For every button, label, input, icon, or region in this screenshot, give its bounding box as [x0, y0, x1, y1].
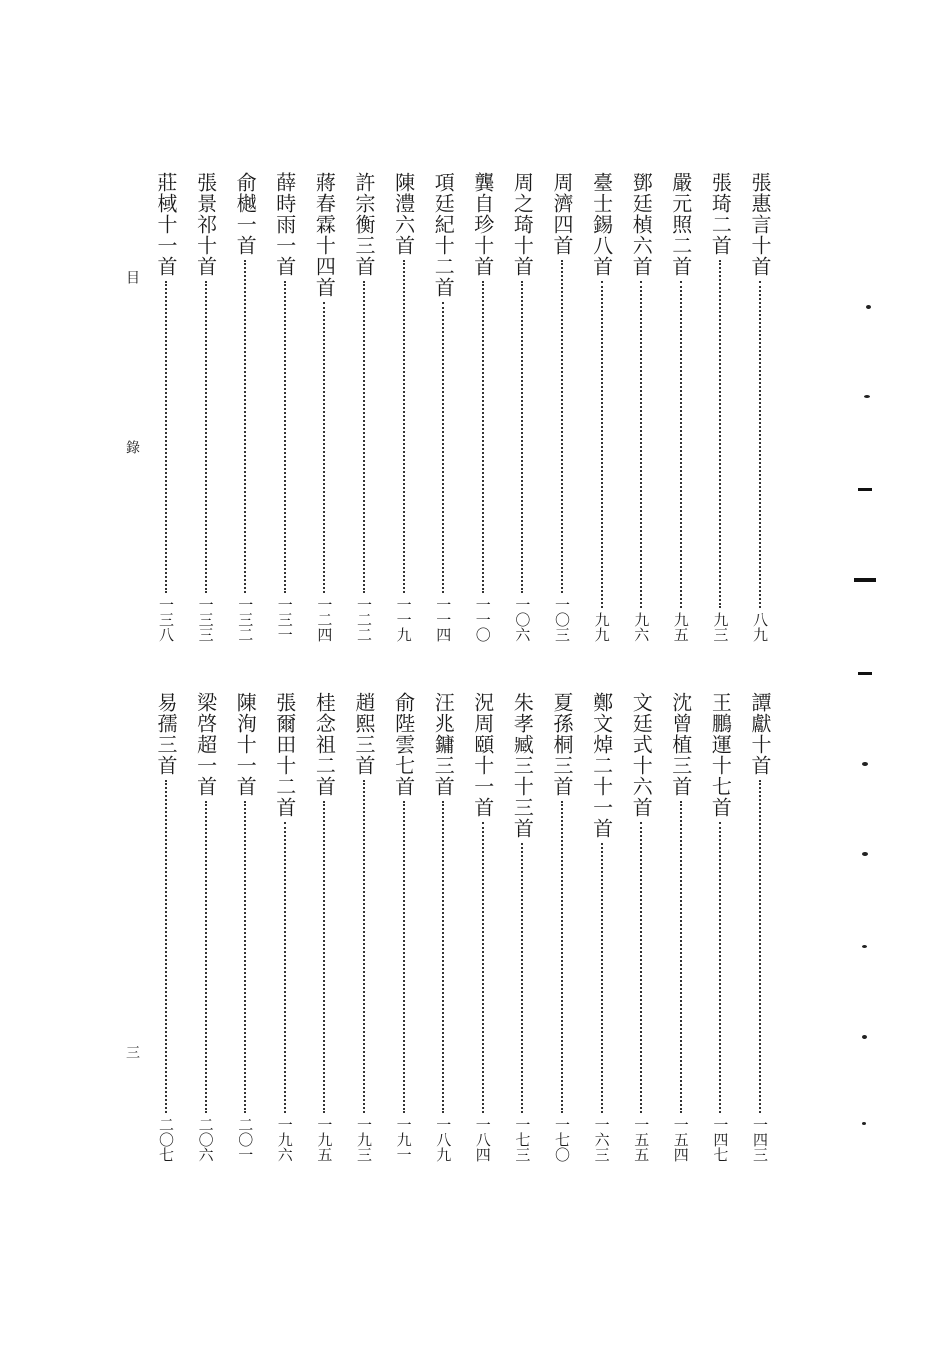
toc-entry-page: 九三: [711, 612, 730, 642]
toc-entry-page: 二〇六: [196, 1117, 215, 1162]
dot-leader: [759, 281, 761, 608]
dot-leader: [244, 801, 246, 1113]
toc-entry-page: 九五: [671, 612, 690, 642]
toc-entry: [745, 172, 775, 642]
toc-entry: [191, 172, 221, 642]
dot-leader: [284, 281, 286, 593]
dot-leader: [640, 822, 642, 1113]
toc-entry: [587, 172, 617, 642]
toc-entry-title: 汪兆鏞三首: [431, 692, 456, 797]
dot-leader: [601, 281, 603, 608]
scan-mark: [858, 672, 872, 675]
toc-entry: [666, 172, 696, 642]
dot-leader: [403, 260, 405, 593]
dot-leader: [521, 281, 523, 593]
page-number: 三: [124, 1045, 140, 1059]
toc-entry: [151, 692, 181, 1162]
toc-entry-page: 一九六: [275, 1117, 294, 1162]
toc-entry-title: 周濟四首: [550, 172, 574, 256]
scan-mark: [854, 578, 876, 582]
toc-entry-title: 陳洵十一首: [233, 692, 258, 797]
toc-entry-page: 一一〇: [473, 597, 492, 642]
toc-entry: [349, 692, 379, 1162]
scan-speck: [862, 852, 868, 856]
toc-entry: [428, 172, 458, 642]
toc-entry-page: 一一四: [434, 597, 453, 642]
toc-entry-title: 趙熙三首: [352, 692, 376, 776]
scan-speck: [864, 395, 870, 398]
toc-entry-page: 一四三: [751, 1117, 769, 1162]
toc-entry-title: 張琦二首: [708, 172, 733, 256]
toc-entry: [587, 692, 617, 1162]
dot-leader: [561, 801, 563, 1113]
toc-entry-title: 鄧廷楨六首: [629, 172, 654, 277]
toc-entry-page: 一三一: [275, 597, 294, 642]
toc-entry-title: 鄭文焯二十一首: [589, 692, 614, 839]
scan-speck: [862, 1035, 867, 1039]
toc-entry-title: 俞樾一首: [233, 172, 258, 256]
dot-leader: [719, 822, 721, 1113]
toc-entry: [705, 692, 735, 1162]
dot-leader: [205, 281, 207, 593]
dot-leader: [323, 801, 325, 1113]
toc-entry-title: 項廷紀十二首: [431, 172, 456, 298]
toc-entry-title: 張惠言十首: [748, 172, 772, 277]
toc-entry: [389, 172, 419, 642]
toc-entry-page: 一七三: [513, 1117, 532, 1162]
scan-mark: [858, 488, 872, 491]
toc-entry: [626, 172, 656, 642]
running-title-char-1: 目: [124, 270, 140, 284]
toc-entry: [151, 172, 181, 642]
toc-entry-title: 莊棫十一首: [154, 172, 178, 277]
toc-entry: [389, 692, 419, 1162]
scan-speck: [862, 1122, 866, 1125]
toc-entry-title: 嚴元照二首: [668, 172, 693, 277]
toc-entry-page: 九九: [592, 612, 611, 642]
toc-entry-page: 一五五: [632, 1117, 651, 1162]
dot-leader: [719, 260, 721, 608]
toc-entry-page: 一三三: [196, 597, 215, 642]
dot-leader: [244, 260, 246, 593]
toc-entry-page: 一四七: [711, 1117, 730, 1162]
dot-leader: [759, 780, 761, 1113]
toc-entry-title: 蔣春霖十四首: [312, 172, 337, 298]
toc-entry-page: 一〇三: [553, 597, 571, 642]
dot-leader: [482, 281, 484, 593]
toc-entry-page: 一八九: [434, 1117, 453, 1162]
dot-leader: [165, 281, 167, 593]
toc-entry-title: 譚獻十首: [748, 692, 772, 776]
dot-leader: [442, 302, 444, 593]
toc-entry-page: 二〇七: [157, 1117, 175, 1162]
toc-entry-page: 一七〇: [553, 1117, 571, 1162]
toc-entry-title: 文廷式十六首: [629, 692, 654, 818]
toc-entry: [191, 692, 221, 1162]
toc-entry-page: 一九三: [355, 1117, 373, 1162]
toc-entry-title: 王鵬運十七首: [708, 692, 733, 818]
toc-entry-page: 二〇一: [236, 1117, 255, 1162]
toc-entry: [428, 692, 458, 1162]
toc-entry-page: 一八四: [473, 1117, 492, 1162]
toc-entry-title: 臺士錫八首: [589, 172, 614, 277]
toc-entry: [468, 172, 498, 642]
dot-leader: [482, 822, 484, 1113]
toc-entry: [507, 692, 537, 1162]
toc-entry-page: 一二二: [355, 597, 373, 642]
running-title-char-2: 錄: [124, 440, 140, 454]
dot-leader: [442, 801, 444, 1113]
toc-entry: [547, 172, 577, 642]
scan-speck: [862, 762, 868, 766]
toc-entry: [705, 172, 735, 642]
toc-entry: [309, 692, 339, 1162]
dot-leader: [363, 281, 365, 593]
dot-leader: [640, 281, 642, 608]
dot-leader: [521, 843, 523, 1113]
toc-entry-title: 易孺三首: [154, 692, 178, 776]
scan-speck: [862, 945, 867, 948]
dot-leader: [561, 260, 563, 593]
dot-leader: [165, 780, 167, 1113]
toc-entry: [230, 172, 260, 642]
toc-entry: [507, 172, 537, 642]
toc-entry-page: 一二四: [315, 597, 334, 642]
toc-entry-title: 張爾田十二首: [272, 692, 297, 818]
toc-entry: [230, 692, 260, 1162]
toc-entry: [666, 692, 696, 1162]
toc-entry-page: 一五四: [671, 1117, 690, 1162]
scan-speck: [866, 305, 871, 309]
toc-entry-title: 朱孝臧三十三首: [510, 692, 535, 839]
dot-leader: [680, 801, 682, 1113]
toc-entry-title: 夏孫桐三首: [550, 692, 574, 797]
toc-entry-title: 沈曾植三首: [668, 692, 693, 797]
toc-entry-title: 俞陛雲七首: [391, 692, 416, 797]
toc-entry: [626, 692, 656, 1162]
dot-leader: [284, 822, 286, 1113]
dot-leader: [205, 801, 207, 1113]
toc-entry-page: 一六三: [592, 1117, 611, 1162]
toc-entry-title: 桂念祖二首: [312, 692, 337, 797]
toc-entry-page: 九六: [632, 612, 651, 642]
dot-leader: [403, 801, 405, 1113]
toc-entry: [270, 692, 300, 1162]
dot-leader: [601, 843, 603, 1113]
toc-entry: [745, 692, 775, 1162]
dot-leader: [323, 302, 325, 593]
toc-entry-title: 龔自珍十首: [470, 172, 495, 277]
toc-entry-title: 周之琦十首: [510, 172, 535, 277]
toc-entry-title: 張景祁十首: [193, 172, 218, 277]
toc-entry-title: 陳澧六首: [391, 172, 416, 256]
toc-entry-page: 一三二: [236, 597, 255, 642]
toc-entry-title: 許宗衡三首: [352, 172, 376, 277]
toc-entry-page: 一九一: [394, 1117, 413, 1162]
dot-leader: [680, 281, 682, 608]
toc-entry-page: 一〇六: [513, 597, 532, 642]
toc-entry-title: 薛時雨一首: [272, 172, 297, 277]
toc-entry: [468, 692, 498, 1162]
toc-entry: [547, 692, 577, 1162]
toc-entry-title: 梁啓超一首: [193, 692, 218, 797]
toc-entry-title: 況周頤十一首: [470, 692, 495, 818]
toc-entry-page: 八九: [751, 612, 769, 642]
toc-entry-page: 一九五: [315, 1117, 334, 1162]
toc-entry: [270, 172, 300, 642]
dot-leader: [363, 780, 365, 1113]
toc-entry: [349, 172, 379, 642]
toc-entry: [309, 172, 339, 642]
toc-entry-page: 一一九: [394, 597, 413, 642]
toc-entry-page: 一三八: [157, 597, 175, 642]
